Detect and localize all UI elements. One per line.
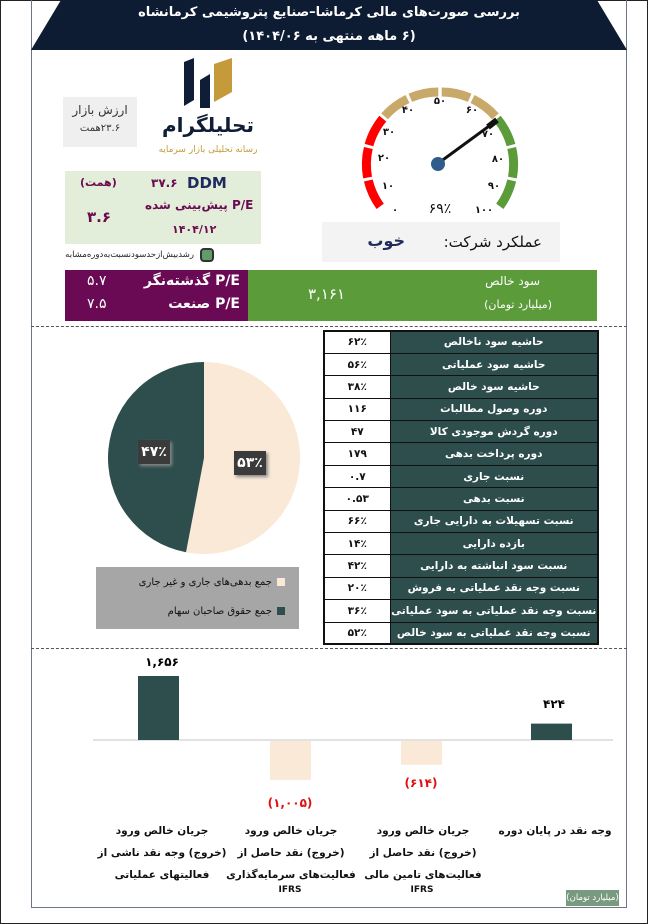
ratio-label: نسبت وجه نقد عملیاتی به فروش <box>390 577 598 599</box>
category-investing: جریان خالص ورود (خروج) نقد حاصل از فعالیت‌های سرمایه‌گذاری <box>226 825 356 881</box>
table-row <box>324 510 598 532</box>
pie-label-equity: ۴۷٪ <box>138 440 170 464</box>
pie-chart-graphic <box>107 360 301 556</box>
legend-swatch-icon <box>277 578 285 586</box>
bar-value-operating: ۱,۶۵۶ <box>145 655 179 669</box>
gauge-dial-icon <box>350 85 530 220</box>
table-row <box>324 465 598 487</box>
ratio-value: ۱۷۹ <box>324 443 390 465</box>
ratio-label: دوره گردش موجودی کالا <box>390 421 598 443</box>
bar <box>270 741 311 780</box>
ratio-label: نسبت جاری <box>390 465 598 487</box>
bar <box>401 741 442 765</box>
report-period: (۶ ماهه منتهی به ۱۴۰۴/۰۶) <box>242 29 416 44</box>
ratio-label: دوره پرداخت بدهی <box>390 443 598 465</box>
ratio-value: ۲۰٪ <box>324 577 390 599</box>
bar-chart-graphic <box>93 655 613 815</box>
pe-ratios-box <box>65 270 248 321</box>
ifrs-note-financing: IFRS <box>410 885 434 895</box>
table-row <box>324 622 598 644</box>
table-row <box>324 398 598 420</box>
ratio-label: نسبت وجه نقد عملیاتی به سود خالص <box>390 622 598 644</box>
trailing-pe-label: P/E گذشته‌نگر <box>143 273 240 289</box>
company-performance <box>322 222 560 262</box>
category-financing: جریان خالص ورود (خروج) نقد حاصل از فعالیت‌های تامین مالی <box>364 825 482 881</box>
ratio-value: ۴۷ <box>324 421 390 443</box>
section-divider <box>31 326 627 327</box>
table-row <box>324 577 598 599</box>
table-row <box>324 488 598 510</box>
growth-indicator <box>38 247 214 265</box>
trailing-pe-row <box>65 273 248 297</box>
svg-text:۳۰: ۳۰ <box>382 127 396 138</box>
ratio-value: ۰.۵۳ <box>324 488 390 510</box>
net-profit-box <box>248 270 597 321</box>
ratio-label: نسبت وجه نقد عملیاتی به سود عملیاتی <box>390 600 598 622</box>
ratio-label: نسبت بدهی <box>390 488 598 510</box>
pie-label-liabilities: ۵۳٪ <box>234 451 266 475</box>
bar <box>531 724 572 740</box>
ratio-value: ۰.۷ <box>324 465 390 487</box>
ratio-label: دوره وصول مطالبات <box>390 398 598 420</box>
legend-swatch-icon <box>277 607 285 615</box>
bar-value-investing: (۱,۰۰۵) <box>267 796 313 810</box>
ratio-label: حاشیه سود ناخالص <box>390 331 598 353</box>
legend-item-liabilities: جمع بدهی‌های جاری و غیر جاری <box>139 577 285 588</box>
ratio-value: ۱۴٪ <box>324 533 390 555</box>
forecast-pe-label: P/E پیش‌بینی شده <box>145 198 254 212</box>
performance-label: عملکرد شرکت: <box>443 233 542 251</box>
ratio-value: ۵۶٪ <box>324 353 390 375</box>
section-divider <box>31 648 627 649</box>
svg-text:۲۰: ۲۰ <box>377 153 391 164</box>
svg-text:۶۹٪: ۶۹٪ <box>428 201 452 217</box>
logo-tagline: رسانه تحلیلی بازار سرمایه <box>158 145 258 155</box>
table-row <box>324 555 598 577</box>
forecast-date: ۱۴۰۴/۱۲ <box>172 223 217 236</box>
market-cap-value: ۲۳.۶همت <box>79 123 121 134</box>
svg-text:۱۰: ۱۰ <box>381 181 395 192</box>
table-row <box>324 353 598 375</box>
svg-text:۴۰: ۴۰ <box>401 105 415 116</box>
category-operating: جریان خالص ورود (خروج) وجه نقد ناشی از فعالیتهای عملیاتی <box>97 825 227 881</box>
svg-text:۷۰: ۷۰ <box>481 129 495 140</box>
header-banner <box>31 0 627 50</box>
logo-mark-icon <box>148 58 268 113</box>
ratio-label: نسبت سود انباشته به دارایی <box>390 555 598 577</box>
ratio-value: ۳۶٪ <box>324 600 390 622</box>
table-row <box>324 421 598 443</box>
industry-pe-label: P/E صنعت <box>168 296 240 312</box>
ddm-label: DDM <box>187 174 227 192</box>
legend-item-equity: جمع حقوق صاحبان سهام <box>168 606 285 617</box>
net-profit-value: ۳,۱۶۱ <box>308 285 345 303</box>
svg-text:۵۰: ۵۰ <box>433 96 447 107</box>
ddm-valuation-box <box>65 171 261 244</box>
bar-value-ending-cash: ۴۲۴ <box>543 697 565 711</box>
industry-pe-row <box>65 296 248 320</box>
ratio-value: ۵۲٪ <box>324 622 390 644</box>
ifrs-note-investing: IFRS <box>278 885 302 895</box>
table-row <box>324 331 598 353</box>
ratio-label: حاشیه سود خالص <box>390 376 598 398</box>
net-profit-label: سود خالص <box>485 274 540 288</box>
chart-unit-badge: (میلیارد تومان) <box>566 890 619 906</box>
capital-structure-pie-chart <box>107 360 301 556</box>
category-ending-cash: وجه نقد در پایان دوره <box>498 825 612 837</box>
performance-value: خوب <box>367 231 405 250</box>
ratio-value: ۶۲٪ <box>324 331 390 353</box>
ratio-value: ۱۱۶ <box>324 398 390 420</box>
pie-legend <box>96 567 299 629</box>
ddm-unit: (همت) <box>80 176 117 189</box>
svg-text:۶۰: ۶۰ <box>465 105 479 116</box>
logo-name: تحلیلگرام <box>161 113 254 137</box>
svg-text:۰: ۰ <box>391 205 399 216</box>
forecast-pe-value: ۳.۶ <box>87 208 112 226</box>
svg-text:۱۰۰: ۱۰۰ <box>474 205 494 216</box>
status-dot-icon <box>200 248 214 262</box>
table-row <box>324 376 598 398</box>
trailing-pe-value: ۵.۷ <box>87 273 107 289</box>
table-row <box>324 443 598 465</box>
ratio-value: ۶۶٪ <box>324 510 390 532</box>
ratio-value: ۴۲٪ <box>324 555 390 577</box>
table-row <box>324 533 598 555</box>
ratio-value: ۳۸٪ <box>324 376 390 398</box>
ratio-label: نسبت تسهیلات به دارایی جاری <box>390 510 598 532</box>
market-cap-box <box>63 97 137 147</box>
growth-indicator-text: رشدبیش‌ازحدسودنسبت‌به‌دوره‌مشابه <box>65 250 194 260</box>
table-row <box>324 600 598 622</box>
ratio-label: حاشیه سود عملیاتی <box>390 353 598 375</box>
bar <box>138 676 179 740</box>
svg-text:۸۰: ۸۰ <box>491 154 505 165</box>
report-title: بررسی صورت‌های مالی کرماشا–صنایع پتروشیمی کرمانشاه <box>138 5 520 20</box>
performance-gauge <box>350 85 530 220</box>
market-cap-label: ارزش بازار <box>72 103 128 117</box>
ratio-label: بازده دارایی <box>390 533 598 555</box>
bar-value-financing: (۶۱۴) <box>404 776 438 790</box>
financial-ratios-table <box>323 330 599 645</box>
brand-logo <box>148 58 268 166</box>
net-profit-unit: (میلیارد تومان) <box>484 298 552 311</box>
svg-text:۹۰: ۹۰ <box>487 181 501 192</box>
ddm-value: ۳۷.۶ <box>151 176 178 190</box>
industry-pe-value: ۷.۵ <box>87 296 107 312</box>
cash-flow-bar-chart <box>93 655 613 815</box>
